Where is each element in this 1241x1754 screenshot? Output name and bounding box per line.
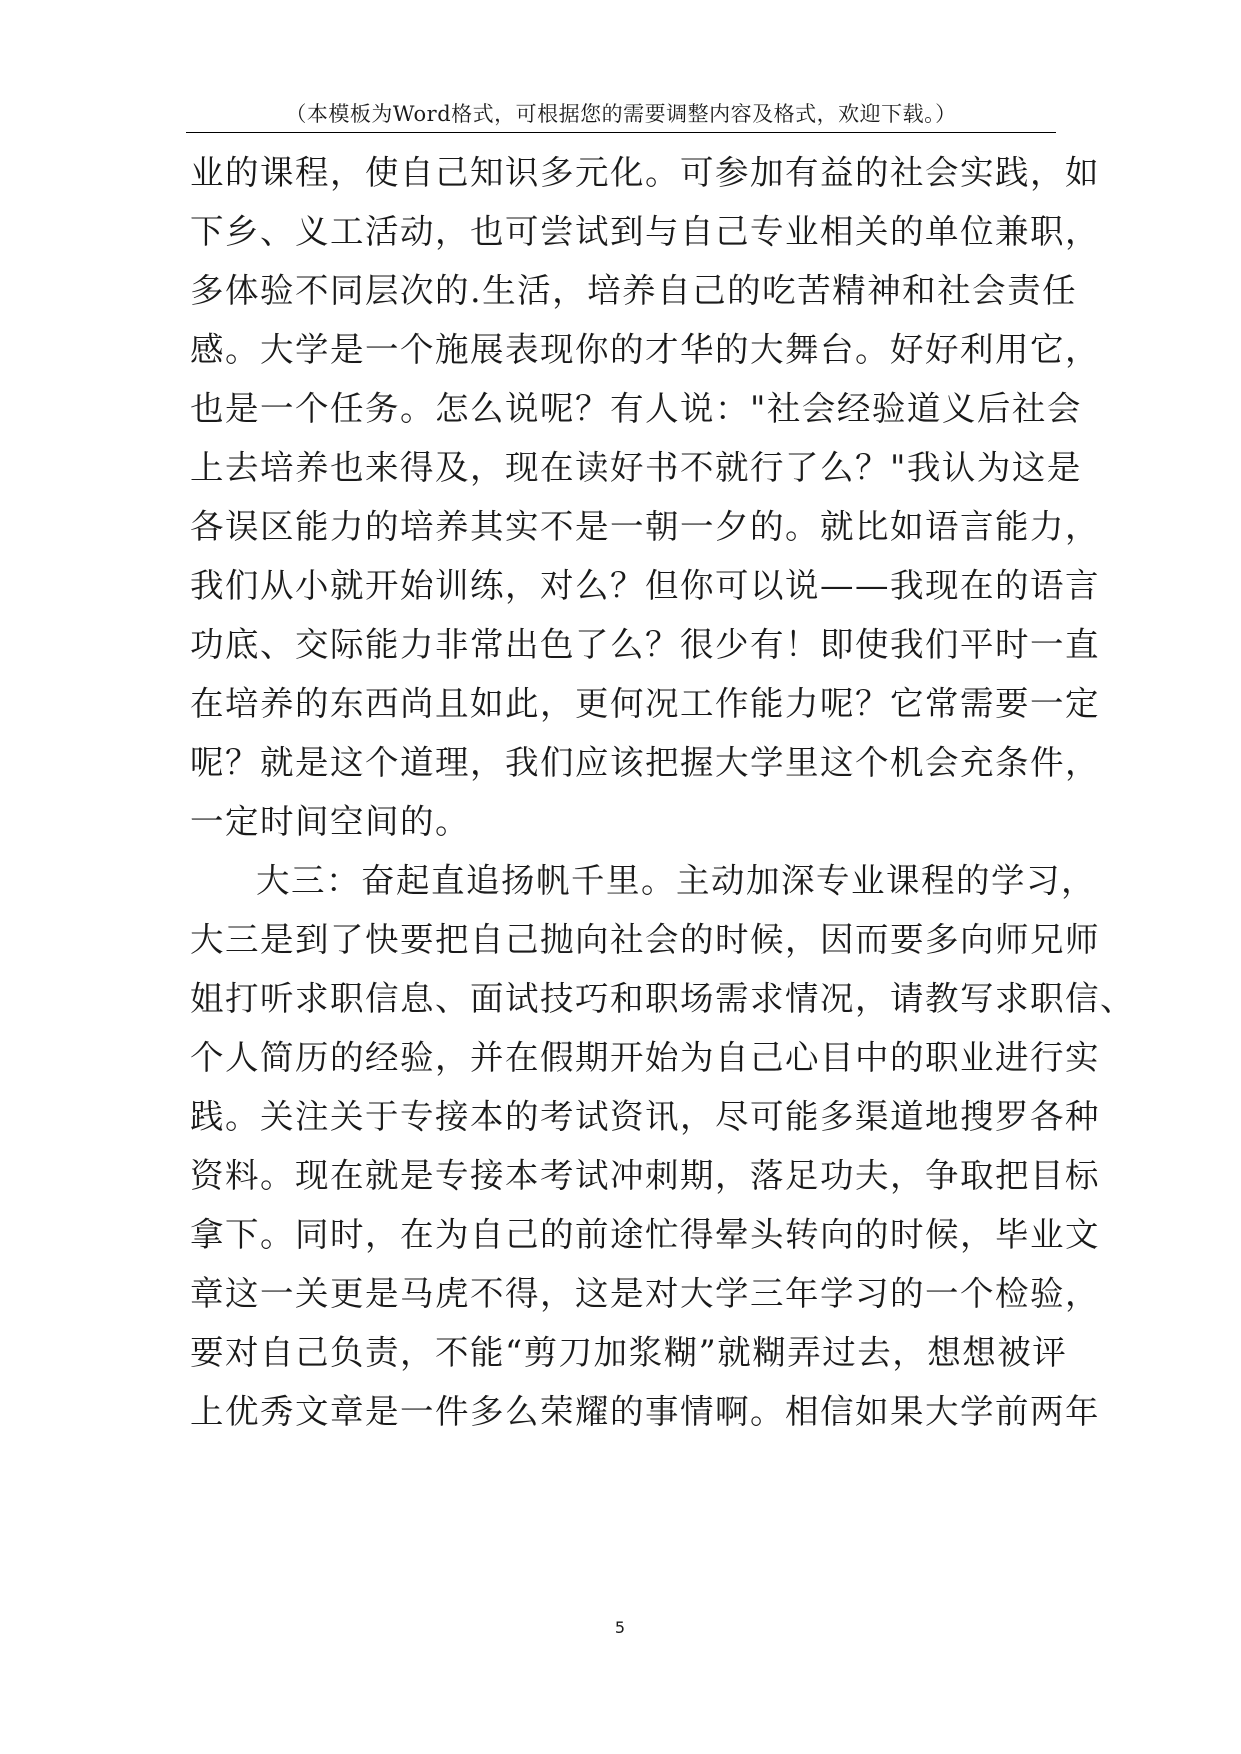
text-line: 姐打听求职信息、面试技巧和职场需求情况，请教写求职信、 [190,979,1135,1018]
text-line: 上去培养也来得及，现在读好书不就行了么？"我认为这是 [190,448,1082,487]
text-line: 要对自己负责，不能“剪刀加浆糊”就糊弄过去，想想被评 [190,1333,1068,1372]
text-line: 在培养的东西尚且如此，更何况工作能力呢？它常需要一定 [190,684,1100,723]
text-line: 业的课程，使自己知识多元化。可参加有益的社会实践，如 [190,153,1100,192]
text-line: 一定时间空间的。 [190,802,470,841]
text-line: 章这一关更是马虎不得，这是对大学三年学习的一个检验， [190,1274,1100,1313]
text-line: 各误区能力的培养其实不是一朝一夕的。就比如语言能力， [190,507,1100,546]
text-line: 个人简历的经验，并在假期开始为自己心目中的职业进行实 [190,1038,1100,1077]
text-line: 下乡、义工活动，也可尝试到与自己专业相关的单位兼职， [190,212,1100,251]
text-line: 多体验不同层次的.生活，培养自己的吃苦精神和社会责任 [190,271,1078,310]
text-line: 也是一个任务。怎么说呢？有人说："社会经验道义后社会 [190,389,1082,428]
text-line: 呢？就是这个道理，我们应该把握大学里这个机会充条件， [190,743,1100,782]
text-line: 功底、交际能力非常出色了么？很少有！即使我们平时一直 [190,625,1100,664]
text-line: 拿下。同时，在为自己的前途忙得晕头转向的时候，毕业文 [190,1215,1100,1254]
text-line: 我们从小就开始训练，对么？但你可以说——我现在的语言 [190,566,1100,605]
text-line: 大三是到了快要把自己抛向社会的时候，因而要多向师兄师 [190,920,1100,959]
page-header-note: （本模板为Word格式，可根据您的需要调整内容及格式，欢迎下载。） [285,102,957,126]
header-divider [186,132,1056,133]
text-line: 践。关注关于专接本的考试资讯，尽可能多渠道地搜罗各种 [190,1097,1100,1136]
text-line: 上优秀文章是一件多么荣耀的事情啊。相信如果大学前两年 [190,1392,1100,1431]
text-line: 资料。现在就是专接本考试冲刺期，落足功夫，争取把目标 [190,1156,1100,1195]
paragraph-first-line: 大三：奋起直追扬帆千里。主动加深专业课程的学习， [256,861,1096,900]
text-line: 感。大学是一个施展表现你的才华的大舞台。好好利用它， [190,330,1100,369]
page-number: 5 [614,1618,626,1637]
